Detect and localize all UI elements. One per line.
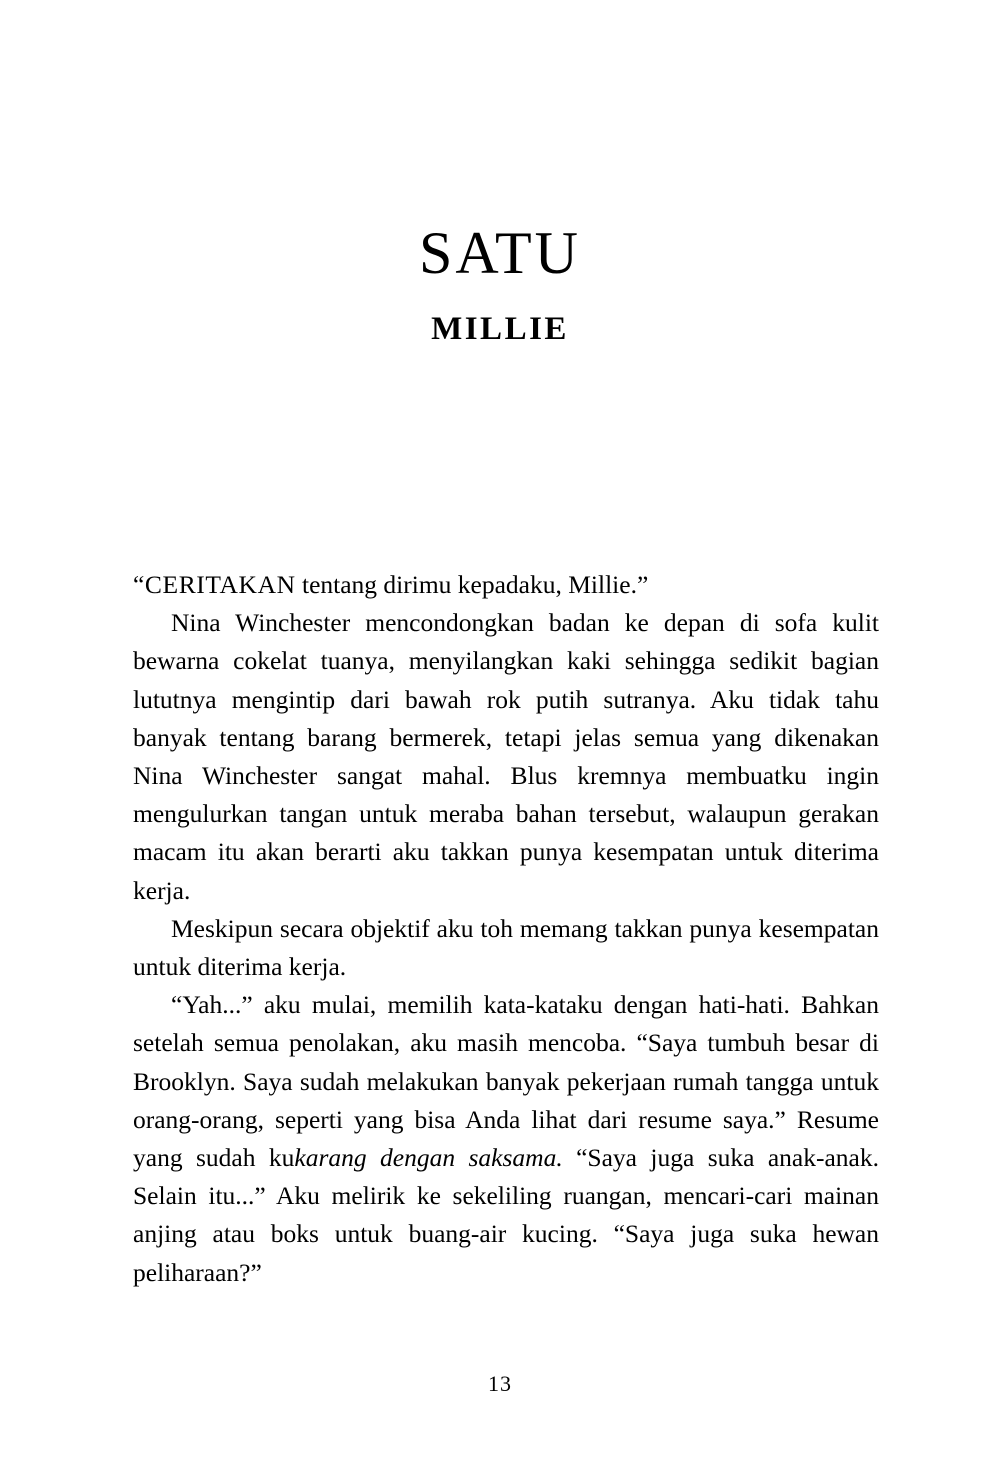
- chapter-heading-block: [0, 222, 1000, 346]
- paragraph-4-text-part-2: “Saya juga suka anak-anak. Selain itu...” Aku melirik ke sekeliling ruangan, mencari-cari mainan anjing atau boks untuk buang-air kucing. “Saya juga suka hewan peliharaan?”: [133, 1143, 879, 1287]
- paragraph-2: Nina Winchester mencondongkan badan ke depan di sofa kulit bewarna cokelat tuanya, menyilangkan kaki sehingga sedikit bagian lututnya mengintip dari bawah rok putih sutranya. Aku tidak tahu banyak tentang barang bermerek, tetapi jelas semua yang dikenakan Nina Winchester sangat mahal. Blus kremnya membuatku ingin mengulurkan tangan untuk meraba bahan tersebut, walaupun gerakan macam itu akan berarti aku takkan punya kesempatan untuk diterima kerja.: [133, 608, 879, 905]
- body-text-block: [133, 566, 879, 1292]
- chapter-subtitle-heading: MILLIE: [431, 311, 569, 347]
- opening-small-caps: “CERITAKAN: [133, 570, 296, 599]
- page-number-folio: 13: [488, 1371, 512, 1396]
- paragraph-4-text-part-1: “Yah...” aku mulai, memilih kata-kataku dengan hati-hati. Bahkan setelah semua penolakan, aku masih mencoba. “Saya tumbuh besar di Brooklyn. Saya sudah melakukan banyak pekerjaan rumah tangga untuk orang-orang, seperti yang bisa Anda lihat dari resume saya.” Resume yang sudah ku: [133, 990, 879, 1173]
- chapter-number-heading: SATU: [418, 220, 582, 286]
- paragraph-1: [133, 566, 879, 604]
- paragraph-4-italic-phrase: karang dengan saksama.: [294, 1143, 563, 1173]
- paragraph-4: [133, 986, 879, 1292]
- paragraph-1-text: tentang dirimu kepadaku, Millie.”: [295, 570, 649, 599]
- paragraph-3: Meskipun secara objektif aku toh memang takkan punya kesempatan untuk diterima kerja.: [133, 913, 879, 982]
